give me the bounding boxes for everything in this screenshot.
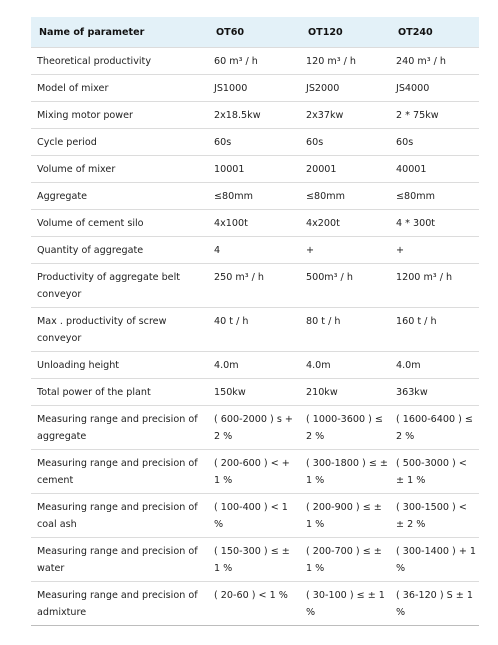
- ot240-cell: JS4000: [390, 75, 479, 102]
- table-row: [31, 237, 479, 264]
- ot240-cell: ( 36-120 ) S ± 1 %: [390, 582, 479, 626]
- ot240-cell: 363kw: [390, 379, 479, 406]
- ot60-cell: 2x18.5kw: [208, 102, 300, 129]
- ot120-cell: 4.0m: [300, 352, 390, 379]
- header-ot120: OT120: [300, 17, 390, 48]
- ot60-cell: 4: [208, 237, 300, 264]
- param-cell: Cycle period: [31, 129, 208, 156]
- spec-table-container: [31, 17, 479, 626]
- param-cell: Measuring range and precision of water: [31, 538, 208, 582]
- ot120-cell: ( 300-1800 ) ≤ ± 1 %: [300, 450, 390, 494]
- ot240-cell: ( 300-1400 ) + 1 %: [390, 538, 479, 582]
- ot120-cell: 2x37kw: [300, 102, 390, 129]
- ot60-cell: JS1000: [208, 75, 300, 102]
- ot60-cell: ( 600-2000 ) s + 2 %: [208, 406, 300, 450]
- ot240-cell: 4 * 300t: [390, 210, 479, 237]
- table-row: [31, 102, 479, 129]
- ot60-cell: 60s: [208, 129, 300, 156]
- ot60-cell: ( 20-60 ) < 1 %: [208, 582, 300, 626]
- param-cell: Model of mixer: [31, 75, 208, 102]
- ot60-cell: 250 m³ / h: [208, 264, 300, 308]
- table-row: [31, 156, 479, 183]
- param-cell: Volume of cement silo: [31, 210, 208, 237]
- param-cell: Productivity of aggregate belt conveyor: [31, 264, 208, 308]
- param-cell: Measuring range and precision of aggregate: [31, 406, 208, 450]
- table-row: [31, 308, 479, 352]
- header-ot240: OT240: [390, 17, 479, 48]
- ot60-cell: 4.0m: [208, 352, 300, 379]
- table-row: [31, 406, 479, 450]
- ot120-cell: 120 m³ / h: [300, 48, 390, 75]
- table-row: [31, 129, 479, 156]
- header-param: Name of parameter: [31, 17, 208, 48]
- ot120-cell: +: [300, 237, 390, 264]
- ot120-cell: ( 30-100 ) ≤ ± 1 %: [300, 582, 390, 626]
- param-cell: Measuring range and precision of coal ash: [31, 494, 208, 538]
- ot240-cell: 1200 m³ / h: [390, 264, 479, 308]
- ot240-cell: 2 * 75kw: [390, 102, 479, 129]
- param-cell: Volume of mixer: [31, 156, 208, 183]
- ot60-cell: ( 100-400 ) < 1 %: [208, 494, 300, 538]
- table-body: [31, 48, 479, 626]
- ot240-cell: 4.0m: [390, 352, 479, 379]
- param-cell: Unloading height: [31, 352, 208, 379]
- ot60-cell: 10001: [208, 156, 300, 183]
- ot240-cell: +: [390, 237, 479, 264]
- ot120-cell: 4x200t: [300, 210, 390, 237]
- ot120-cell: 20001: [300, 156, 390, 183]
- ot240-cell: 60s: [390, 129, 479, 156]
- table-row: [31, 75, 479, 102]
- ot120-cell: ≤80mm: [300, 183, 390, 210]
- ot120-cell: 500m³ / h: [300, 264, 390, 308]
- ot60-cell: 150kw: [208, 379, 300, 406]
- ot240-cell: ( 1600-6400 ) ≤ 2 %: [390, 406, 479, 450]
- ot60-cell: 40 t / h: [208, 308, 300, 352]
- header-ot60: OT60: [208, 17, 300, 48]
- table-row: [31, 210, 479, 237]
- ot240-cell: ≤80mm: [390, 183, 479, 210]
- table-row: [31, 264, 479, 308]
- table-row: [31, 538, 479, 582]
- ot60-cell: ≤80mm: [208, 183, 300, 210]
- table-row: [31, 183, 479, 210]
- param-cell: Theoretical productivity: [31, 48, 208, 75]
- ot120-cell: 60s: [300, 129, 390, 156]
- ot240-cell: 240 m³ / h: [390, 48, 479, 75]
- param-cell: Max . productivity of screw conveyor: [31, 308, 208, 352]
- ot60-cell: ( 150-300 ) ≤ ± 1 %: [208, 538, 300, 582]
- param-cell: Total power of the plant: [31, 379, 208, 406]
- param-cell: Mixing motor power: [31, 102, 208, 129]
- ot240-cell: ( 500-3000 ) < ± 1 %: [390, 450, 479, 494]
- param-cell: Measuring range and precision of cement: [31, 450, 208, 494]
- table-row: [31, 352, 479, 379]
- ot120-cell: 80 t / h: [300, 308, 390, 352]
- ot60-cell: ( 200-600 ) < + 1 %: [208, 450, 300, 494]
- table-row: [31, 48, 479, 75]
- ot120-cell: JS2000: [300, 75, 390, 102]
- param-cell: Measuring range and precision of admixture: [31, 582, 208, 626]
- table-row: [31, 450, 479, 494]
- ot60-cell: 4x100t: [208, 210, 300, 237]
- parameters-table: [31, 17, 479, 626]
- table-row: [31, 582, 479, 626]
- ot120-cell: ( 200-700 ) ≤ ± 1 %: [300, 538, 390, 582]
- param-cell: Aggregate: [31, 183, 208, 210]
- ot240-cell: ( 300-1500 ) < ± 2 %: [390, 494, 479, 538]
- table-row: [31, 494, 479, 538]
- param-cell: Quantity of aggregate: [31, 237, 208, 264]
- table-row: [31, 379, 479, 406]
- ot60-cell: 60 m³ / h: [208, 48, 300, 75]
- ot120-cell: 210kw: [300, 379, 390, 406]
- table-header-row: [31, 17, 479, 48]
- ot240-cell: 40001: [390, 156, 479, 183]
- ot240-cell: 160 t / h: [390, 308, 479, 352]
- ot120-cell: ( 200-900 ) ≤ ± 1 %: [300, 494, 390, 538]
- ot120-cell: ( 1000-3600 ) ≤ 2 %: [300, 406, 390, 450]
